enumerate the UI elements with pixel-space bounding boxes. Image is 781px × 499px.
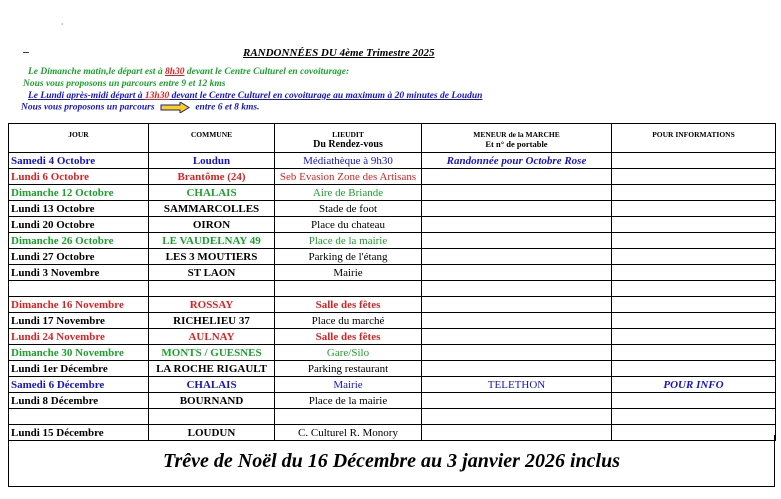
cell-commune: LE VAUDELNAY 49 xyxy=(149,233,275,249)
table-row xyxy=(9,361,776,377)
header-meneur-sub: Et n° de portable xyxy=(485,139,548,149)
cell-meneur xyxy=(422,313,612,329)
sunday-intro-text-2: devant le Centre Culturel en covoiturage: xyxy=(184,67,350,77)
sunday-time: 8h30 xyxy=(164,67,185,77)
cell-commune xyxy=(149,281,275,297)
cell-lieudit xyxy=(275,281,422,297)
header-meneur xyxy=(422,124,612,153)
page-title: RANDONNÉES DU 4ème Trimestre 2025 xyxy=(243,47,435,59)
cell-info xyxy=(612,393,776,409)
cell-commune: MONTS / GUESNES xyxy=(149,345,275,361)
cell-info xyxy=(612,281,776,297)
cell-day: Samedi 4 Octobre xyxy=(9,153,149,169)
cell-day: Lundi 1er Décembre xyxy=(9,361,149,377)
cell-meneur xyxy=(422,281,612,297)
monday-intro-text-2: devant le Centre Culturel en covoiturage au maximum à 20 minutes de Loudun xyxy=(169,91,483,101)
cell-commune: RICHELIEU 37 xyxy=(149,313,275,329)
cell-meneur: TELETHON xyxy=(422,377,612,393)
footer-notice: Trêve de Noël du 16 Décembre au 3 janvier 2026 inclus xyxy=(8,435,775,487)
cell-info xyxy=(612,201,776,217)
header-lieudit xyxy=(275,124,422,153)
cell-meneur xyxy=(422,265,612,281)
cell-info: POUR INFO xyxy=(612,377,776,393)
cell-meneur xyxy=(422,249,612,265)
monday-distance-text: Nous vous proposons un parcours xyxy=(21,102,155,113)
cell-commune: CHALAIS xyxy=(149,377,275,393)
monday-intro-text: Le Lundi après-midi départ à xyxy=(28,91,145,101)
cell-commune: LOUDUN xyxy=(149,425,275,441)
monday-time: 13h30 xyxy=(144,91,170,101)
cell-lieudit: Parking de l'étang xyxy=(275,249,422,265)
cell-info xyxy=(612,153,776,169)
cell-lieudit: Parking restaurant xyxy=(275,361,422,377)
cell-info xyxy=(612,233,776,249)
cell-info xyxy=(612,217,776,233)
cell-meneur xyxy=(422,393,612,409)
cell-lieudit: Aire de Briande xyxy=(275,185,422,201)
table-row xyxy=(9,329,776,345)
cell-lieudit: Gare/Silo xyxy=(275,345,422,361)
monday-distance xyxy=(21,102,259,113)
cell-commune: AULNAY xyxy=(149,329,275,345)
header-lieudit-sub: Du Rendez-vous xyxy=(313,139,383,150)
cell-day: Dimanche 12 Octobre xyxy=(9,185,149,201)
table-row xyxy=(9,265,776,281)
cell-day: Lundi 20 Octobre xyxy=(9,217,149,233)
cell-day: Lundi 24 Novembre xyxy=(9,329,149,345)
cell-lieudit: Place du marché xyxy=(275,313,422,329)
table-header-row xyxy=(9,124,776,153)
underline-mark xyxy=(23,52,29,53)
cell-day: Lundi 15 Décembre xyxy=(9,425,149,441)
table-row xyxy=(9,393,776,409)
table-row xyxy=(9,153,776,169)
header-commune: COMMUNE xyxy=(149,124,275,153)
monday-intro xyxy=(28,91,482,101)
cell-meneur xyxy=(422,217,612,233)
cell-commune: SAMMARCOLLES xyxy=(149,201,275,217)
cell-lieudit: Mairie xyxy=(275,265,422,281)
cell-day: Lundi 27 Octobre xyxy=(9,249,149,265)
table-row xyxy=(9,281,776,297)
cell-info xyxy=(612,297,776,313)
cell-lieudit: Mairie xyxy=(275,377,422,393)
cell-day: Dimanche 16 Novembre xyxy=(9,297,149,313)
table-row xyxy=(9,345,776,361)
cell-day: Lundi 3 Novembre xyxy=(9,265,149,281)
cell-lieudit: Salle des fêtes xyxy=(275,329,422,345)
cell-meneur xyxy=(422,329,612,345)
cell-meneur xyxy=(422,201,612,217)
table-row xyxy=(9,249,776,265)
cell-lieudit: Place de la mairie xyxy=(275,393,422,409)
cell-lieudit: C. Culturel R. Monory xyxy=(275,425,422,441)
cell-info xyxy=(612,313,776,329)
cell-commune: OIRON xyxy=(149,217,275,233)
cell-day: Lundi 17 Novembre xyxy=(9,313,149,329)
cell-meneur xyxy=(422,345,612,361)
header-jour: JOUR xyxy=(9,124,149,153)
cell-lieudit xyxy=(275,409,422,425)
cell-info xyxy=(612,361,776,377)
cell-meneur xyxy=(422,409,612,425)
cell-day: Dimanche 30 Novembre xyxy=(9,345,149,361)
sunday-intro xyxy=(28,67,349,77)
cell-commune xyxy=(149,409,275,425)
cell-lieudit: Stade de foot xyxy=(275,201,422,217)
cell-meneur: Randonnée pour Octobre Rose xyxy=(422,153,612,169)
table-row xyxy=(9,297,776,313)
table-row xyxy=(9,233,776,249)
schedule-table xyxy=(8,123,776,441)
cell-day: Samedi 6 Décembre xyxy=(9,377,149,393)
cell-day: Lundi 13 Octobre xyxy=(9,201,149,217)
cell-commune: Brantôme (24) xyxy=(149,169,275,185)
cell-commune: ST LAON xyxy=(149,265,275,281)
cell-meneur xyxy=(422,233,612,249)
monday-distance-text-2: entre 6 et 8 kms. xyxy=(195,102,260,113)
cell-meneur xyxy=(422,169,612,185)
cell-commune: LA ROCHE RIGAULT xyxy=(149,361,275,377)
cell-day xyxy=(9,281,149,297)
cell-info xyxy=(612,169,776,185)
cell-lieudit: Salle des fêtes xyxy=(275,297,422,313)
arrow-right-icon xyxy=(160,102,190,113)
cell-commune: BOURNAND xyxy=(149,393,275,409)
cell-info xyxy=(612,345,776,361)
cell-lieudit: Médiathèque à 9h30 xyxy=(275,153,422,169)
cell-info xyxy=(612,185,776,201)
cell-meneur xyxy=(422,297,612,313)
table-row xyxy=(9,377,776,393)
cell-meneur xyxy=(422,361,612,377)
header-lieudit-label: LIEUDIT xyxy=(332,130,364,139)
cell-day: Lundi 8 Décembre xyxy=(9,393,149,409)
table-row xyxy=(9,201,776,217)
cell-commune: ROSSAY xyxy=(149,297,275,313)
cell-lieudit: Place du chateau xyxy=(275,217,422,233)
cell-info xyxy=(612,265,776,281)
table-row xyxy=(9,313,776,329)
cell-lieudit: Place de la mairie xyxy=(275,233,422,249)
cell-info xyxy=(612,249,776,265)
cell-day: Lundi 6 Octobre xyxy=(9,169,149,185)
cell-lieudit: Seb Evasion Zone des Artisans xyxy=(275,169,422,185)
cell-info xyxy=(612,409,776,425)
sunday-intro-text: Le Dimanche matin,le départ est à xyxy=(28,67,165,77)
cell-meneur xyxy=(422,185,612,201)
table-row xyxy=(9,409,776,425)
table-row xyxy=(9,185,776,201)
cell-commune: LES 3 MOUTIERS xyxy=(149,249,275,265)
header-info: POUR INFORMATIONS xyxy=(612,124,776,153)
cell-commune: CHALAIS xyxy=(149,185,275,201)
table-row xyxy=(9,217,776,233)
cell-day xyxy=(9,409,149,425)
sunday-distance: Nous vous proposons un parcours entre 9 et 12 kms xyxy=(23,79,226,89)
cell-info xyxy=(612,329,776,345)
stray-dot: • xyxy=(61,20,64,29)
table-row xyxy=(9,169,776,185)
header-meneur-label: MENEUR de la MARCHE xyxy=(473,130,560,139)
cell-commune: Loudun xyxy=(149,153,275,169)
cell-day: Dimanche 26 Octobre xyxy=(9,233,149,249)
